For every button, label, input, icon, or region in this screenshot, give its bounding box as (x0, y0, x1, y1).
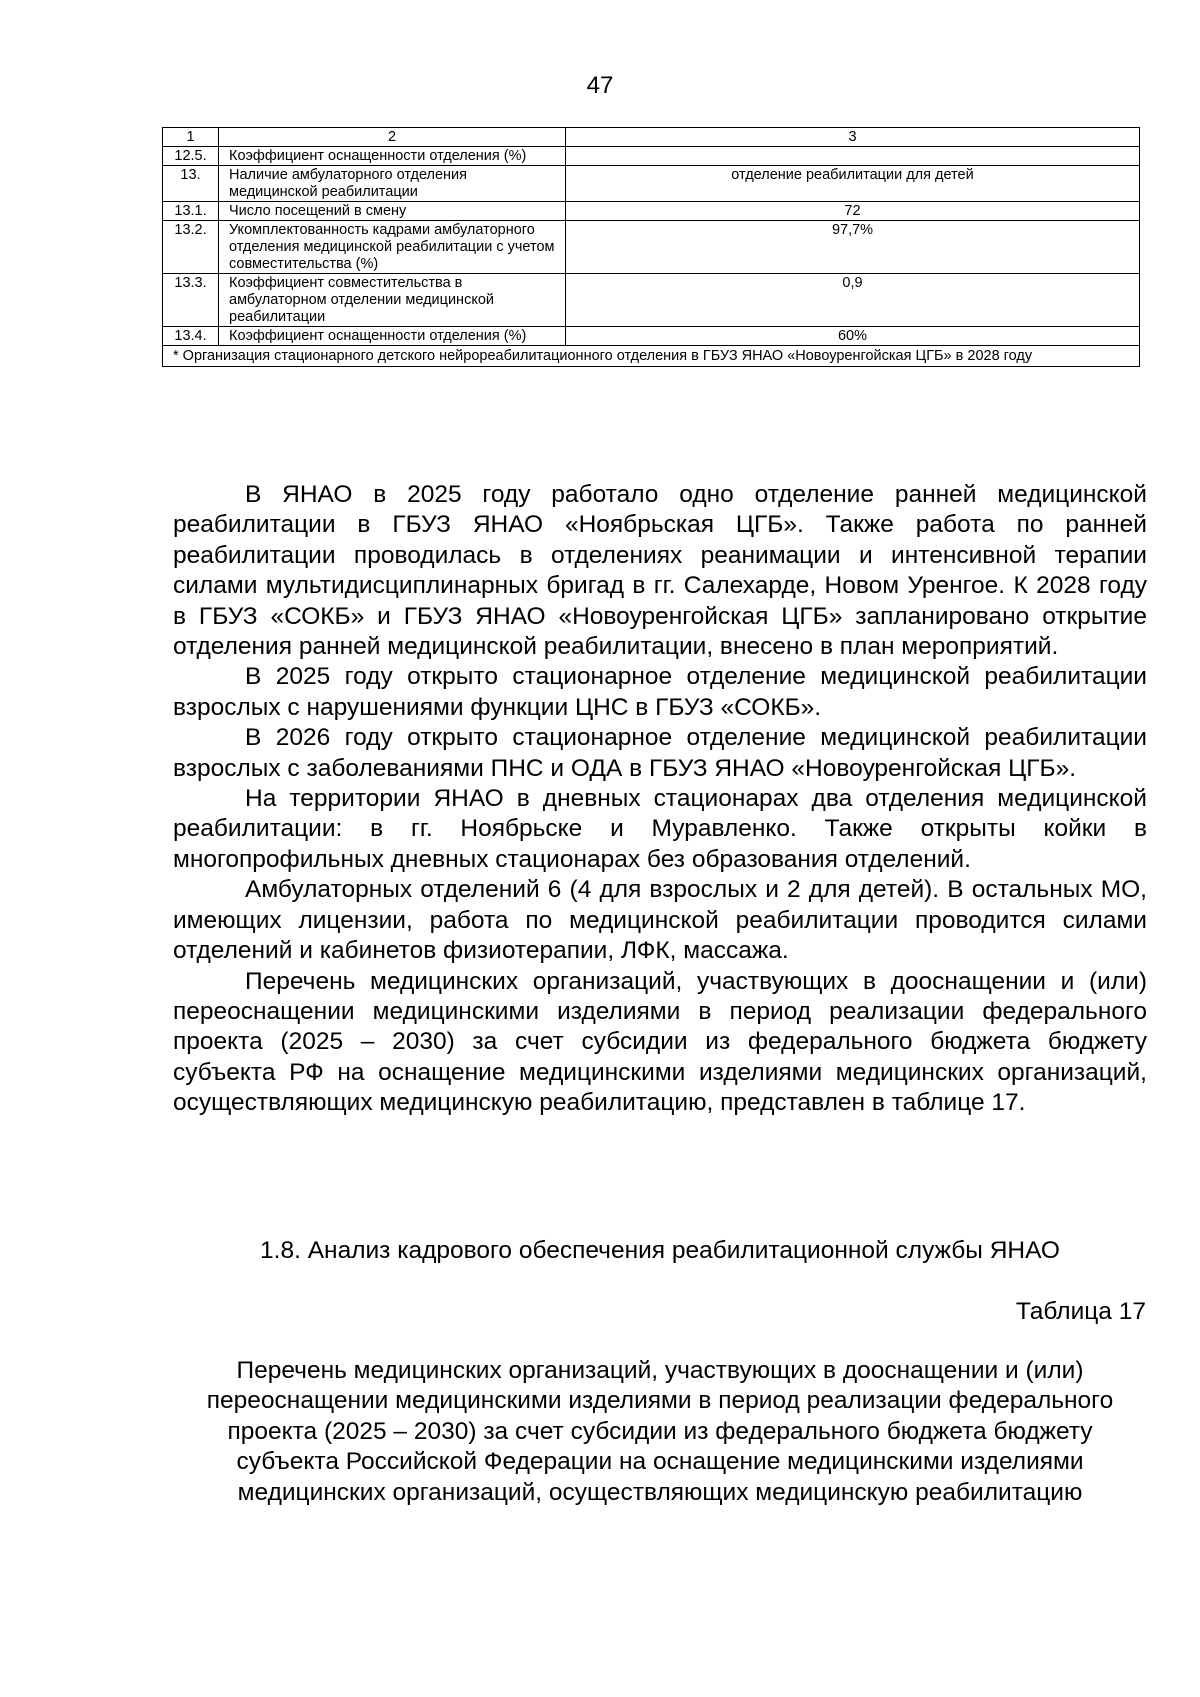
indicator-name: Коэффициент совместительства в амбулаторном отделении медицинской реабилитации (219, 274, 566, 327)
table-row (163, 274, 1140, 327)
row-number: 13. (163, 166, 219, 202)
table-header-row (163, 128, 1140, 147)
table-row (163, 166, 1140, 202)
paragraph: В 2026 году открыто стационарное отделение медицинской реабилитации взрослых с заболеваниями ПНС и ОДА в ГБУЗ ЯНАО «Новоуренгойская ЦГБ». (173, 724, 1147, 782)
indicator-value (566, 147, 1140, 166)
row-number: 13.1. (163, 202, 219, 221)
indicator-value: 72 (566, 202, 1140, 221)
section-heading: 1.8. Анализ кадрового обеспечения реабилитационной службы ЯНАО (260, 1237, 1060, 1264)
table-footnote-row (163, 346, 1140, 367)
indicator-name: Укомплектованность кадрами амбулаторного отделения медицинской реабилитации с учетом совместительства (%) (219, 221, 566, 274)
paragraph: В ЯНАО в 2025 году работало одно отделение ранней медицинской реабилитации в ГБУЗ ЯНАО «Ноябрьская ЦГБ». Также работа по ранней реабилитации проводилась в отделениях реанимации и интенсивной терапии силами мультидисциплинарных бригад в гг. Салехарде, Новом Уренгое. К 2028 году в ГБУЗ «СОКБ» и ГБУЗ ЯНАО «Новоуренгойская ЦГБ» запланировано открытие отделения ранней медицинской реабилитации, внесено в план мероприятий. (173, 481, 1147, 661)
table-label: Таблица 17 (1015, 1298, 1146, 1325)
paragraph: Амбулаторных отделений 6 (4 для взрослых и 2 для детей). В остальных МО, имеющих лицензии, работа по медицинской реабилитации проводится силами отделений и кабинетов физиотерапии, ЛФК, массажа. (173, 876, 1147, 965)
table-header-cell: 3 (566, 128, 1140, 147)
table-caption: Перечень медицинских организаций, участвующих в дооснащении и (или) переоснащении медицинскими изделиями в период реализации федерального проекта (2025 – 2030) за счет субсидии из федерального бюджета бюджету субъекта Российской Федерации на оснащение медицинскими изделиями медицинских организаций, осуществляющих медицинскую реабилитацию (206, 1357, 1114, 1506)
page-number: 47 (586, 72, 614, 99)
paragraph: На территории ЯНАО в дневных стационарах два отделения медицинской реабилитации: в гг. Ноябрьске и Муравленко. Также открыты койки в многопрофильных дневных стационарах без образования отделений. (173, 785, 1147, 873)
indicator-name: Число посещений в смену (219, 202, 566, 221)
indicators-table (162, 127, 1140, 367)
table-row (163, 221, 1140, 274)
row-number: 12.5. (163, 147, 219, 166)
indicator-name: Коэффициент оснащенности отделения (%) (219, 147, 566, 166)
indicator-value: 97,7% (566, 221, 1140, 274)
row-number: 13.3. (163, 274, 219, 327)
indicator-name: Наличие амбулаторного отделения медицинской реабилитации (219, 166, 566, 202)
row-number: 13.4. (163, 327, 219, 346)
indicator-name: Коэффициент оснащенности отделения (%) (219, 327, 566, 346)
row-number: 13.2. (163, 221, 219, 274)
indicator-value: 0,9 (566, 274, 1140, 327)
paragraph: В 2025 году открыто стационарное отделение медицинской реабилитации взрослых с нарушениями функции ЦНС в ГБУЗ «СОКБ». (173, 663, 1147, 721)
table-row (163, 147, 1140, 166)
table-row (163, 202, 1140, 221)
indicator-value: отделение реабилитации для детей (566, 166, 1140, 202)
paragraph: Перечень медицинских организаций, участвующих в дооснащении и (или) переоснащении медицинскими изделиями в период реализации федерального проекта (2025 – 2030) за счет субсидии из федерального бюджета бюджету субъекта РФ на оснащение медицинскими изделиями медицинских организаций, осуществляющих медицинскую реабилитацию, представлен в таблице 17. (173, 967, 1147, 1117)
table-header-cell: 1 (163, 128, 219, 147)
table-footnote: * Организация стационарного детского нейрореабилитационного отделения в ГБУЗ ЯНАО «Новоуренгойская ЦГБ» в 2028 году (163, 346, 1140, 367)
table-row (163, 327, 1140, 346)
table-header-cell: 2 (219, 128, 566, 147)
body-text (173, 480, 1147, 1119)
indicator-value: 60% (566, 327, 1140, 346)
